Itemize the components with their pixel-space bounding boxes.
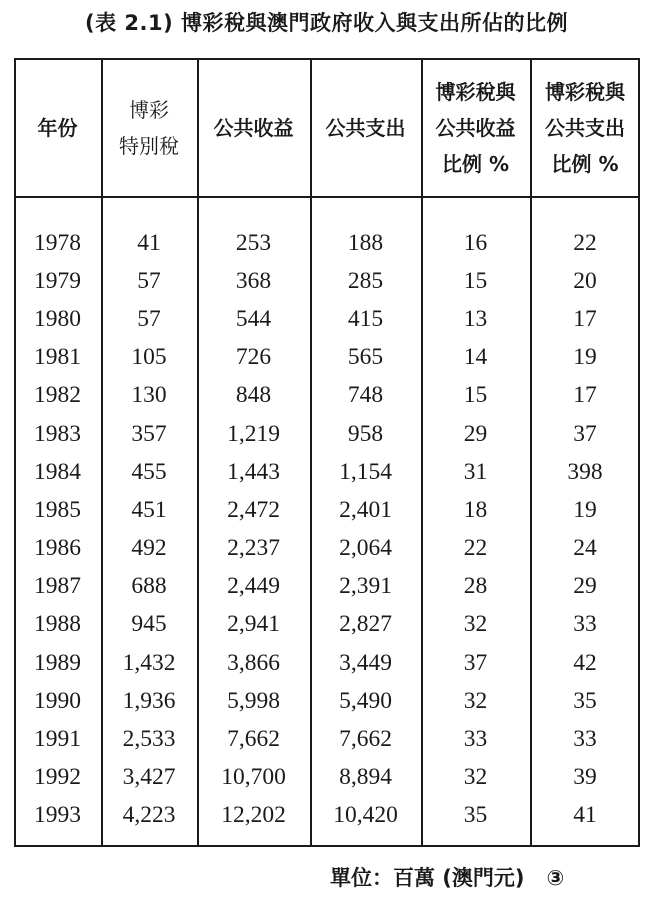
table-cell: 18 — [463, 496, 488, 523]
table-cell: 31 — [463, 458, 488, 485]
table-cell: 2,533 — [122, 726, 176, 753]
table-cell: 1987 — [34, 573, 81, 600]
table-cell: 451 — [131, 496, 167, 523]
table-cell: 5,490 — [339, 687, 392, 714]
table-cell: 492 — [131, 535, 167, 562]
table-cell: 1981 — [34, 344, 81, 371]
table-cell: 35 — [463, 802, 488, 829]
table-cell: 17 — [573, 305, 597, 332]
table-cell: 29 — [463, 420, 488, 447]
table-row — [14, 568, 640, 606]
table-cell: 2,237 — [227, 535, 280, 562]
table-cell: 2,827 — [339, 611, 392, 638]
table-cell: 1985 — [34, 496, 81, 523]
table-cell: 20 — [573, 267, 597, 294]
table-cell: 1979 — [34, 267, 81, 294]
table-cell: 368 — [235, 267, 272, 294]
column-header: 公共支出 — [325, 116, 406, 140]
table-cell: 17 — [573, 382, 597, 409]
column-header: 博彩 特別稅 — [119, 98, 179, 158]
table-cell: 1980 — [34, 305, 81, 332]
column-header: 博彩稅與 公共支出 比例 % — [545, 80, 625, 176]
table-cell: 12,202 — [221, 802, 286, 829]
table-row — [14, 491, 640, 529]
table-row — [14, 224, 640, 262]
table-cell: 285 — [347, 267, 384, 294]
unit-label: 單位：百萬 (澳門元) — [330, 866, 525, 890]
table-cell: 105 — [131, 344, 167, 371]
table-cell: 10,420 — [333, 802, 398, 829]
table-row — [14, 720, 640, 758]
table-cell: 188 — [347, 229, 384, 256]
table-row — [14, 377, 640, 415]
table-row — [14, 530, 640, 568]
table-cell: 19 — [573, 344, 597, 371]
table-row — [14, 759, 640, 797]
table-cell: 398 — [567, 458, 603, 485]
table-cell: 1,443 — [227, 458, 280, 485]
table-cell: 945 — [131, 611, 167, 638]
table-cell: 57 — [137, 305, 161, 332]
table-cell: 5,998 — [227, 687, 280, 714]
table-cell: 19 — [573, 496, 597, 523]
unit-note — [330, 862, 640, 892]
table-row — [14, 300, 640, 338]
table-cell: 748 — [347, 382, 384, 409]
table-cell: 1978 — [34, 229, 81, 256]
table-cell: 1993 — [34, 802, 81, 829]
table-cell: 4,223 — [122, 802, 176, 829]
table-row — [14, 606, 640, 644]
table-cell: 33 — [573, 726, 597, 753]
table-cell: 2,449 — [227, 573, 280, 600]
table-cell: 33 — [573, 611, 597, 638]
table-cell: 2,941 — [227, 611, 280, 638]
table-cell: 1990 — [34, 687, 81, 714]
table-cell: 41 — [573, 802, 597, 829]
table-row — [14, 415, 640, 453]
table-cell: 22 — [463, 535, 488, 562]
table-cell: 1986 — [34, 535, 81, 562]
circled-marker: ③ — [546, 866, 565, 890]
table-cell: 1984 — [34, 458, 81, 485]
table-row — [14, 339, 640, 377]
table-cell: 2,472 — [227, 496, 280, 523]
table-cell: 32 — [463, 764, 488, 791]
table-cell: 15 — [463, 267, 488, 294]
table-cell: 958 — [347, 420, 384, 447]
table-cell: 415 — [347, 305, 384, 332]
table-cell: 14 — [463, 344, 488, 371]
table-cell: 1,936 — [122, 687, 176, 714]
table-cell: 37 — [573, 420, 597, 447]
header-divider — [14, 196, 640, 198]
table-cell: 15 — [463, 382, 488, 409]
column-header: 年份 — [37, 116, 78, 140]
table-cell: 688 — [131, 573, 167, 600]
table-row — [14, 797, 640, 835]
column-header: 博彩稅與 公共收益 比例 % — [435, 80, 516, 176]
table-cell: 1,154 — [339, 458, 392, 485]
table-cell: 848 — [235, 382, 272, 409]
table-cell: 13 — [463, 305, 488, 332]
table-cell: 7,662 — [339, 726, 392, 753]
table-cell: 7,662 — [227, 726, 280, 753]
table-cell: 1992 — [34, 764, 81, 791]
table-cell: 28 — [463, 573, 488, 600]
table-cell: 726 — [235, 344, 272, 371]
table-cell: 1989 — [34, 649, 81, 676]
table-cell: 29 — [573, 573, 597, 600]
table-cell: 39 — [573, 764, 597, 791]
table-cell: 357 — [131, 420, 167, 447]
table-cell: 130 — [131, 382, 167, 409]
table-cell: 24 — [573, 535, 597, 562]
table-title: (表 2.1) 博彩稅與澳門政府收入與支出所佔的比例 — [84, 11, 569, 35]
table-cell: 1,219 — [227, 420, 280, 447]
table-cell: 8,894 — [339, 764, 392, 791]
table-body — [14, 224, 640, 835]
table-row — [14, 644, 640, 682]
table-cell: 42 — [573, 649, 597, 676]
table-cell: 10,700 — [221, 764, 286, 791]
table-cell: 35 — [573, 687, 597, 714]
table-cell: 544 — [235, 305, 272, 332]
table-cell: 41 — [137, 229, 161, 256]
table-cell: 1991 — [34, 726, 81, 753]
table-cell: 33 — [463, 726, 488, 753]
table-cell: 1988 — [34, 611, 81, 638]
table-cell: 565 — [347, 344, 384, 371]
table-cell: 2,391 — [339, 573, 392, 600]
table-cell: 3,449 — [339, 649, 392, 676]
table-cell: 1982 — [34, 382, 81, 409]
table-cell: 3,866 — [227, 649, 280, 676]
table-cell: 253 — [235, 229, 272, 256]
table-cell: 37 — [463, 649, 488, 676]
table-cell: 1983 — [34, 420, 81, 447]
table-cell: 3,427 — [122, 764, 176, 791]
table-cell: 16 — [463, 229, 488, 256]
column-header: 公共收益 — [213, 116, 294, 140]
table-cell: 32 — [463, 611, 488, 638]
table-cell: 1,432 — [122, 649, 176, 676]
table-cell: 2,401 — [339, 496, 392, 523]
table-cell: 32 — [463, 687, 488, 714]
table-cell: 2,064 — [339, 535, 392, 562]
table-cell: 455 — [131, 458, 167, 485]
table-row — [14, 453, 640, 491]
table-cell: 57 — [137, 267, 161, 294]
table-row — [14, 262, 640, 300]
table-cell: 22 — [573, 229, 597, 256]
table-row — [14, 682, 640, 720]
